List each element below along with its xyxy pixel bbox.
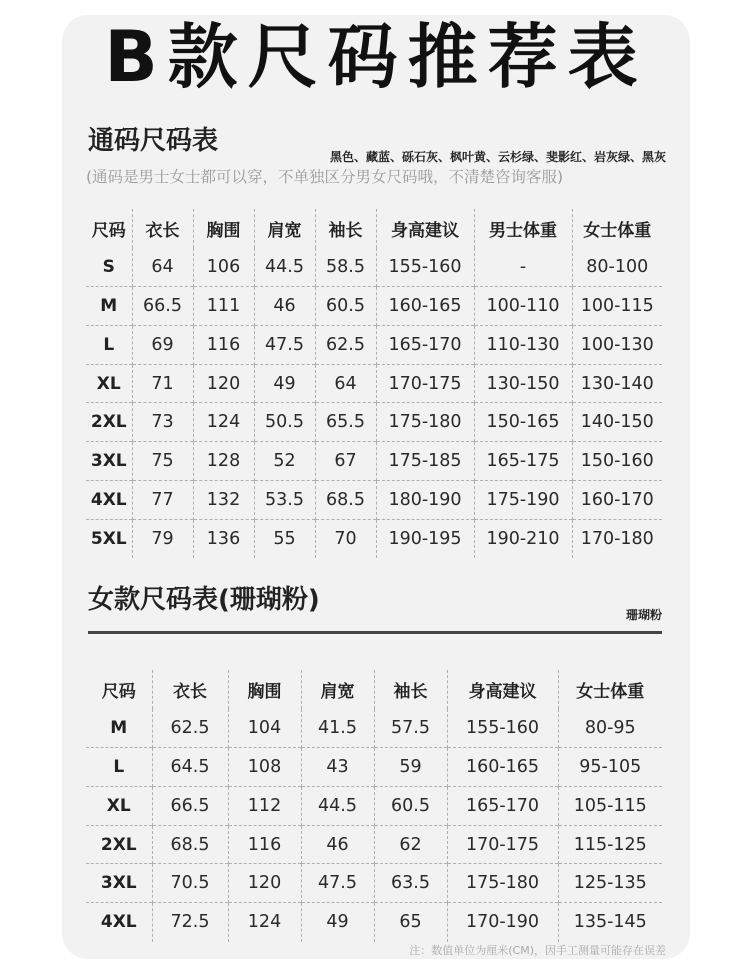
table-cell: 135-145 (558, 903, 662, 942)
table-cell: 112 (228, 786, 301, 825)
table-row (86, 481, 662, 520)
table-cell: 155-160 (447, 709, 558, 748)
table-cell: 170-190 (447, 903, 558, 942)
table-cell: 108 (228, 748, 301, 787)
table-cell: 125-135 (558, 864, 662, 903)
size-label: L (86, 748, 152, 787)
table-cell: 70.5 (152, 864, 228, 903)
table-cell: 170-175 (376, 364, 474, 403)
table-cell: 66.5 (152, 786, 228, 825)
table-cell: 116 (193, 325, 254, 364)
column-header: 肩宽 (301, 670, 374, 709)
table-cell: 150-160 (572, 442, 662, 481)
table-cell: 62 (374, 825, 447, 864)
table-cell: 47.5 (301, 864, 374, 903)
size-label: M (110, 717, 128, 738)
table-cell: 155-160 (376, 248, 474, 287)
column-header: 女士体重 (572, 209, 662, 248)
table-cell: 49 (254, 364, 315, 403)
table-cell: 110-130 (474, 325, 572, 364)
table-cell: 124 (193, 403, 254, 442)
table-cell: 57.5 (374, 709, 447, 748)
table-cell: 106 (193, 248, 254, 287)
size-label: XL (86, 786, 152, 825)
table-cell: 64 (132, 248, 193, 287)
table-cell: 180-190 (376, 481, 474, 520)
table-cell: 80-100 (572, 248, 662, 287)
table-cell: 175-185 (376, 442, 474, 481)
table-cell: 65 (374, 903, 447, 942)
column-header: 袖长 (315, 209, 376, 248)
table-row (86, 864, 662, 903)
size-label: 3XL (86, 864, 152, 903)
size-label: S (102, 256, 115, 277)
table-cell: 111 (193, 287, 254, 326)
table-cell: 68.5 (152, 825, 228, 864)
table-row (86, 786, 662, 825)
column-header: 女士体重 (558, 670, 662, 709)
table-cell: 120 (228, 864, 301, 903)
table-cell: 62.5 (152, 709, 228, 748)
table-cell: 175-190 (474, 481, 572, 520)
table-cell: 150-165 (474, 403, 572, 442)
table-cell: 44.5 (301, 786, 374, 825)
table-header-row (86, 209, 662, 248)
table-cell: 175-180 (447, 864, 558, 903)
table-row (86, 709, 662, 748)
column-header: 尺码 (91, 220, 126, 241)
table-cell: 63.5 (374, 864, 447, 903)
table-cell: 70 (315, 519, 376, 558)
table-cell: 115-125 (558, 825, 662, 864)
table-cell: 60.5 (315, 287, 376, 326)
table-cell: 165-175 (474, 442, 572, 481)
table-cell: 60.5 (374, 786, 447, 825)
color-options: 黑色、藏蓝、砾石灰、枫叶黄、云杉绿、斐影红、岩灰绿、黑灰 (329, 150, 666, 164)
table-row (86, 364, 662, 403)
table-cell: 43 (301, 748, 374, 787)
table-cell: 100-110 (474, 287, 572, 326)
table-cell: 100-130 (572, 325, 662, 364)
table-cell: 58.5 (315, 248, 376, 287)
column-header: 胸围 (193, 209, 254, 248)
column-header: 胸围 (228, 670, 301, 709)
table-cell: 165-170 (447, 786, 558, 825)
table-row (86, 748, 662, 787)
table-row (86, 403, 662, 442)
table-header-row (86, 670, 662, 709)
table-cell: 170-175 (447, 825, 558, 864)
table-cell: 80-95 (558, 709, 662, 748)
table-cell: 41.5 (301, 709, 374, 748)
table-cell: 165-170 (376, 325, 474, 364)
table-cell: 140-150 (572, 403, 662, 442)
size-label: XL (86, 364, 132, 403)
table-cell: 75 (132, 442, 193, 481)
table-cell: 55 (254, 519, 315, 558)
table-cell: 47.5 (254, 325, 315, 364)
table-cell: 79 (132, 519, 193, 558)
table-cell: 50.5 (254, 403, 315, 442)
table-cell: 66.5 (132, 287, 193, 326)
table-cell: 65.5 (315, 403, 376, 442)
table-cell: 72.5 (152, 903, 228, 942)
table-cell: 120 (193, 364, 254, 403)
unisex-note: (通码是男士女士都可以穿，不单独区分男女尺码哦，不清楚咨询客服) (86, 168, 564, 186)
women-section-heading: 女款尺码表(珊瑚粉) (88, 585, 320, 615)
table-cell: 136 (193, 519, 254, 558)
size-label: M (86, 287, 132, 326)
table-cell: 116 (228, 825, 301, 864)
table-row (86, 442, 662, 481)
table-cell: 64.5 (152, 748, 228, 787)
table-cell: 67 (315, 442, 376, 481)
table-cell: 69 (132, 325, 193, 364)
table-cell: 53.5 (254, 481, 315, 520)
size-label: 2XL (86, 825, 152, 864)
table-cell: 190-210 (474, 519, 572, 558)
size-label: 4XL (86, 481, 132, 520)
table-cell: 105-115 (558, 786, 662, 825)
unisex-size-table (86, 209, 662, 558)
table-cell: 124 (228, 903, 301, 942)
table-cell: 170-180 (572, 519, 662, 558)
table-cell: 71 (132, 364, 193, 403)
table-row (86, 825, 662, 864)
table-cell: 64 (315, 364, 376, 403)
women-color-tag: 珊瑚粉 (625, 608, 662, 622)
section-divider (88, 631, 662, 634)
table-cell: 68.5 (315, 481, 376, 520)
table-row (86, 325, 662, 364)
table-cell: 44.5 (254, 248, 315, 287)
size-label: 2XL (86, 403, 132, 442)
table-cell: 46 (254, 287, 315, 326)
column-header: 尺码 (101, 681, 136, 702)
table-cell: 77 (132, 481, 193, 520)
table-cell: 128 (193, 442, 254, 481)
table-cell: 160-165 (447, 748, 558, 787)
table-cell: 49 (301, 903, 374, 942)
size-label: 3XL (86, 442, 132, 481)
column-header: 衣长 (132, 209, 193, 248)
table-cell: 130-140 (572, 364, 662, 403)
table-row (86, 287, 662, 326)
table-cell: 132 (193, 481, 254, 520)
footnote: 注：数值单位为厘米(CM)，因手工测量可能存在误差 (409, 944, 666, 957)
table-cell: 46 (301, 825, 374, 864)
table-cell: 100-115 (572, 287, 662, 326)
column-header: 肩宽 (254, 209, 315, 248)
column-header: 男士体重 (474, 209, 572, 248)
column-header: 袖长 (374, 670, 447, 709)
table-cell: 160-170 (572, 481, 662, 520)
table-row (86, 248, 662, 287)
table-cell: 52 (254, 442, 315, 481)
table-cell: 73 (132, 403, 193, 442)
unisex-section-heading: 通码尺码表 (88, 126, 219, 156)
page-title: B款尺码推荐表 (104, 16, 648, 98)
table-cell: 95-105 (558, 748, 662, 787)
table-cell: 62.5 (315, 325, 376, 364)
women-size-table (86, 670, 662, 942)
column-header: 身高建议 (447, 670, 558, 709)
table-cell: 130-150 (474, 364, 572, 403)
size-label: L (86, 325, 132, 364)
column-header: 衣长 (152, 670, 228, 709)
column-header: 身高建议 (376, 209, 474, 248)
table-cell: 190-195 (376, 519, 474, 558)
table-cell: 175-180 (376, 403, 474, 442)
table-cell: - (474, 248, 572, 287)
table-cell: 59 (374, 748, 447, 787)
size-label: 5XL (86, 519, 132, 558)
size-label: 4XL (86, 903, 152, 942)
table-row (86, 903, 662, 942)
table-cell: 104 (228, 709, 301, 748)
table-cell: 160-165 (376, 287, 474, 326)
table-row (86, 519, 662, 558)
